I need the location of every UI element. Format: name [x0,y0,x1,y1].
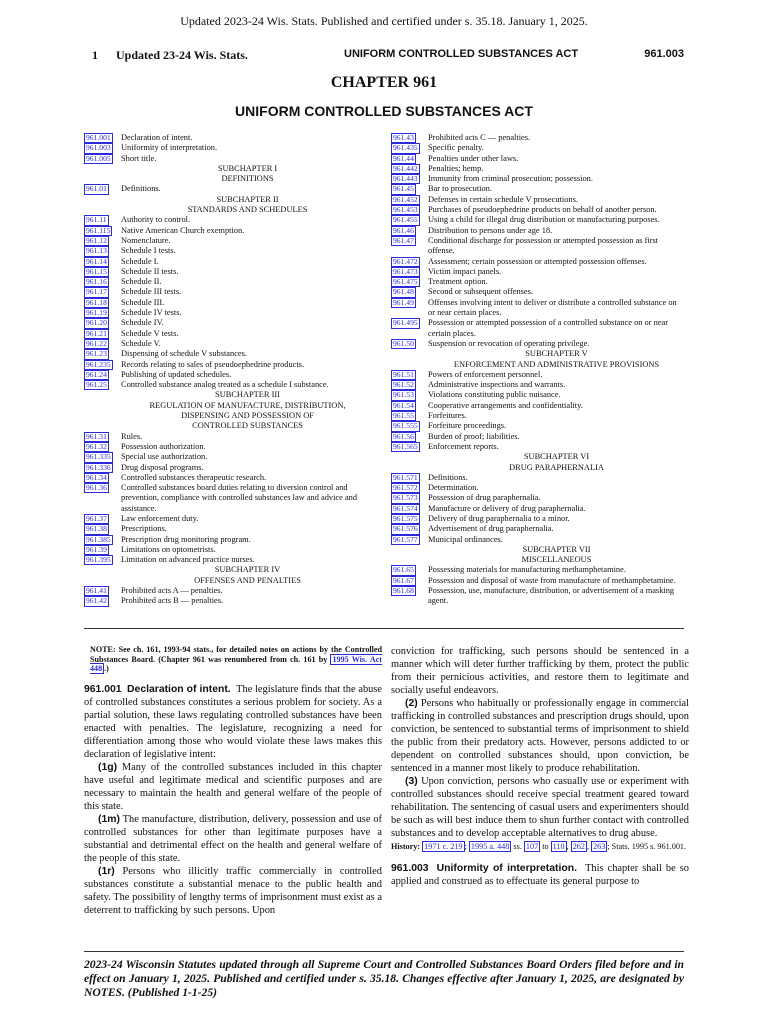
toc-section-title: Schedule III. [121,297,165,307]
toc-section-title: Using a child for illegal drug distribution or manufacturing purposes. [428,215,660,225]
toc-section-title: Conditional discharge for possession or attempted possession as first offense. [428,235,659,256]
toc-section-title: Suspension or revocation of operating privilege. [428,338,590,348]
toc-entry [391,195,685,205]
subsection-1m [84,813,382,865]
toc-section-title: Schedule IV. [121,318,164,328]
toc-section-title: Penalties; hemp. [428,163,484,173]
toc-section-link[interactable]: 961.442 [393,163,418,173]
toc-entry [84,370,374,380]
toc-section-link[interactable]: 961.573 [393,493,418,503]
toc-left-column [84,133,374,607]
toc-section-link[interactable]: 961.576 [393,524,418,534]
toc-entry [391,390,685,400]
toc-section-title: Schedule II tests. [121,266,179,276]
toc-entry [391,473,685,483]
toc-entry [391,154,685,164]
toc-section-title: Schedule I. [121,256,159,266]
toc-section-link[interactable]: 961.565 [393,441,418,451]
toc-section-title: Rules. [121,431,143,441]
body-left-column [84,645,382,917]
toc-entry [391,442,685,452]
history-link-1995-a-448[interactable]: 1995 a. 448 [470,842,510,851]
toc-section-title: Advertisement of drug paraphernalia. [428,524,554,534]
toc-entry [84,586,374,596]
toc-entry [391,174,685,184]
toc-section-link[interactable]: 961.25 [86,380,107,390]
subsection-number: (3) [405,776,418,787]
toc-section-link[interactable]: 961.336 [86,462,111,472]
chapter-note [90,645,382,674]
toc-entry [391,504,685,514]
toc-section-link[interactable]: 961.21 [86,328,107,338]
toc-section-title: Bar to prosecution. [428,184,492,194]
running-head-section: 961.003 [644,48,684,60]
toc-entry [84,432,374,442]
toc-section-link[interactable]: 961.577 [393,534,418,544]
toc-section-link[interactable]: 961.51 [393,369,414,379]
toc-section-link[interactable]: 961.11 [86,215,107,225]
toc-entry [84,257,374,267]
toc-entry [84,360,374,370]
toc-section-title: Short title. [121,153,157,163]
toc-entry [391,565,685,575]
toc-entry [391,432,685,442]
toc-entry [84,514,374,524]
toc-section-link[interactable]: 961.555 [393,421,418,431]
toc-entry [391,514,685,524]
toc-subchapter-heading: CONTROLLED SUBSTANCES [192,421,303,431]
subsection-number: (2) [405,698,418,709]
toc-section-title: Schedule III tests. [121,287,182,297]
toc-entry [391,287,685,297]
toc-section-link[interactable]: 961.12 [86,235,107,245]
toc-subchapter-heading: SUBCHAPTER V [525,349,588,359]
toc-section-link[interactable]: 961.46 [393,225,414,235]
toc-section-title: Special use authorization. [121,452,208,462]
toc-entry [84,442,374,452]
subsection-text: Upon conviction, persons who casually use or experiment with controlled substances should receive special treatment geared toward rehabilitation. The sentencing of casual users and experimenters should be such as will best induce them to shun further contact with controlled substances and to develop acceptable alternatives to drug abuse. [391,776,689,839]
toc-section-title: Limitations on optometrists. [121,544,216,554]
subsection-text: Persons who illicitly traffic commercially in controlled substances constitute a substantial menace to the public health and safety. The possibility of lengthy terms of imprisonment must exist as a deterrent to trafficking by such persons. Upon [84,865,382,916]
section-number: 961.001 [84,683,122,695]
note-act-link[interactable]: 1995 Wis. Act 448 [90,654,382,673]
toc-entry [391,184,685,194]
toc-entry [391,411,685,421]
history-comma: , [566,842,571,851]
toc-section-title: Possession, use, manufacture, distribution, or advertisement of a masking agent. [428,586,675,606]
toc-section-link[interactable]: 961.36 [86,483,107,493]
toc-section-title: Defenses in certain schedule V prosecutions. [428,194,578,204]
toc-section-title: Nomenclature. [121,235,171,245]
subsection-1r [84,865,382,917]
history-to: to [540,842,551,851]
history-link-262[interactable]: 262 [572,842,585,851]
toc-section-link[interactable]: 961.19 [86,308,107,318]
toc-section-title: Dispensing of schedule V substances. [121,349,247,359]
toc-section-title: Records relating to sales of pseudoephedrine products. [121,359,305,369]
toc-section-link[interactable]: 961.003 [86,143,111,153]
toc-section-title: Prescriptions. [121,524,167,534]
toc-section-link[interactable]: 961.452 [393,194,418,204]
toc-entry [391,267,685,277]
toc-subchapter-heading: ENFORCEMENT AND ADMINISTRATIVE PROVISIONS [453,359,660,369]
toc-section-link[interactable]: 961.42 [86,596,107,606]
note-text: NOTE: See ch. 161, 1993-94 stats., for detailed notes on actions by the Controlled Substances Board. (Chapter 961 was renumbered from ch. 161 by [90,645,382,664]
toc-entry [391,401,685,411]
toc-section-link[interactable]: 961.53 [393,390,414,400]
toc-entry [391,380,685,390]
history-link-1971-c-219[interactable]: 1971 c. 219 [424,842,463,851]
toc-section-title: Powers of enforcement personnel. [428,369,543,379]
toc-section-link[interactable]: 961.38 [86,524,107,534]
toc-section-title: Offenses involving intent to deliver or distribute a controlled substance on or near certain places. [428,297,677,318]
toc-section-link[interactable]: 961.495 [393,318,418,328]
toc-entry [84,133,374,143]
toc-entry [391,524,685,534]
toc-entry [391,215,685,225]
toc-section-link[interactable]: 961.475 [393,277,418,287]
toc-subchapter-heading: SUBCHAPTER II [216,194,279,204]
history-sep: ; [464,842,469,851]
toc-section-title: Prohibited acts A — penalties. [121,586,223,596]
toc-section-title: Distribution to persons under age 18. [428,225,553,235]
toc-entry [84,318,374,328]
toc-entry [84,267,374,277]
chapter-label: CHAPTER 961 [330,74,438,91]
toc-section-link[interactable]: 961.571 [393,472,418,482]
toc-section-title: Possession authorization. [121,441,206,451]
toc-section-title: Definitions. [428,472,468,482]
toc-entry [391,370,685,380]
toc-subchapter-heading: MISCELLANEOUS [521,555,592,565]
running-head-left: Updated 23-24 Wis. Stats. [116,48,248,62]
toc-section-title: Prohibited acts C — penalties. [428,133,531,142]
subsection-3 [391,775,689,840]
subsection-number: (1m) [98,813,120,825]
toc-section-title: Forfeiture proceedings. [428,421,507,431]
toc-entry [391,143,685,153]
toc-entry [391,576,685,586]
toc-section-link[interactable]: 961.235 [86,359,111,369]
toc-section-link[interactable]: 961.48 [393,287,414,297]
toc-entry [84,298,374,308]
toc-section-title: Possession and disposal of waste from manufacture of methamphetamine. [428,575,676,585]
toc-section-link[interactable]: 961.455 [393,215,418,225]
toc-entry [84,329,374,339]
toc-section-title: Schedule I tests. [121,246,176,256]
toc-section-title: Delivery of drug paraphernalia to a minor. [428,513,570,523]
toc-section-title: Schedule V tests. [121,328,179,338]
toc-subchapter-heading: STANDARDS AND SCHEDULES [187,205,308,215]
history-link-263[interactable]: 263 [593,842,606,851]
toc-entry [84,473,374,483]
toc-section-link[interactable]: 961.68 [393,586,414,596]
toc-entry [84,524,374,534]
toc-entry [84,463,374,473]
toc-entry [391,483,685,493]
toc-subchapter-heading: DEFINITIONS [221,174,274,184]
toc-section-title: Definitions. [121,184,161,194]
toc-section-title: Municipal ordinances. [428,534,503,544]
toc-section-title: Violations constituting public nuisance. [428,390,561,400]
toc-section-title: Treatment option. [428,277,488,287]
toc-entry [84,349,374,359]
history-ss: ss. [511,842,524,851]
toc-entry [391,493,685,503]
subsection-2 [391,697,689,775]
toc-entry [391,535,685,545]
toc-section-title: Authority to control. [121,215,191,225]
toc-entry [391,164,685,174]
toc-subchapter-heading: SUBCHAPTER VI [523,452,590,462]
toc-section-link[interactable]: 961.49 [393,297,414,307]
toc-section-link[interactable]: 961.572 [393,483,418,493]
body-right-column [391,645,689,888]
toc-subchapter-heading: DISPENSING AND POSSESSION OF [181,411,314,421]
toc-section-link[interactable]: 961.17 [86,287,107,297]
toc-entry [84,215,374,225]
toc-entry [391,298,685,319]
toc-subchapter-heading: SUBCHAPTER III [215,390,280,400]
toc-entry [84,277,374,287]
toc-section-title: Immunity from criminal prosecution; possession. [428,174,593,184]
toc-section-title: Penalties under other laws. [428,153,519,163]
toc-entry [391,421,685,431]
toc-section-link[interactable]: 961.31 [86,431,107,441]
subsection-1g [84,761,382,813]
toc-section-link[interactable]: 961.15 [86,266,107,276]
toc-right-column [391,133,685,607]
toc-section-link[interactable]: 961.472 [393,256,418,266]
toc-section-link[interactable]: 961.41 [86,586,107,596]
toc-section-link[interactable]: 961.16 [86,277,107,287]
toc-section-link[interactable]: 961.473 [393,266,418,276]
toc-section-link[interactable]: 961.22 [86,338,107,348]
subsection-number: (1r) [98,865,115,877]
toc-section-title: Controlled substances therapeutic research. [121,472,267,482]
toc-section-link[interactable]: 961.67 [393,575,414,585]
toc-section-link[interactable]: 961.34 [86,472,107,482]
toc-section-title: Law enforcement duty. [121,513,199,523]
toc-entry [84,143,374,153]
toc-entry [391,339,685,349]
toc-entry [391,205,685,215]
toc-section-link[interactable]: 961.005 [86,153,111,163]
toc-entry [84,452,374,462]
section-intro: The legislature finds that the abuse of controlled substances constitutes a serious problem for society. As a partial solution, these laws regulating controlled substances have been enacted with penalties. The legislature, recognizing a need for differentiation among those who would violate these laws makes this declaration of legislative intent: [84,683,382,760]
toc-subchapter-heading: DRUG PARAPHERNALIA [509,462,604,472]
toc-section-link[interactable]: 961.001 [86,133,111,142]
toc-section-title: Administrative inspections and warrants. [428,380,566,390]
toc-section-title: Prescription drug monitoring program. [121,534,251,544]
section-heading: Declaration of intent. [127,683,231,695]
section-heading: Uniformity of interpretation. [436,863,577,874]
toc-section-title: Schedule IV tests. [121,308,182,318]
toc-entry [84,545,374,555]
toc-entry [84,483,374,514]
toc-section-title: Cooperative arrangements and confidentiality. [428,400,583,410]
toc-section-title: Possession or attempted possession of a controlled substance on or near certain places. [428,318,669,338]
toc-section-title: Controlled substance analog treated as a schedule I substance. [121,380,329,390]
toc-entry [84,154,374,164]
toc-section-title: Purchases of pseudoephedrine products on behalf of another person. [428,205,657,215]
toc-section-title: Limitation on advanced practice nurses. [121,555,255,565]
toc-section-title: Possessing materials for manufacturing methamphetamine. [428,565,626,575]
toc-subchapter-heading: OFFENSES AND PENALTIES [194,575,301,585]
toc-entry [84,339,374,349]
toc-section-link[interactable]: 961.56 [393,431,414,441]
subsection-text: Persons who habitually or professionally engage in commercial trafficking in controlled substances and prescription drugs should, upon conviction, be sentenced to substantial terms of imprisonment to shield the public from their predatory acts. However, persons addicted to or dependent on controlled substances should, upon conviction, be sentenced in a manner most likely to produce rehabilitation. [391,698,689,774]
toc-section-link[interactable]: 961.14 [86,256,107,266]
toc-section-link[interactable]: 961.20 [86,318,107,328]
section-961-001 [84,683,382,761]
toc-section-link[interactable]: 961.13 [86,246,107,256]
toc-subchapter-heading: SUBCHAPTER I [217,163,278,173]
toc-section-link[interactable]: 961.115 [86,225,111,235]
toc-section-link[interactable]: 961.443 [393,174,418,184]
toc-section-title: Assessment; certain possession or attempted possession offenses. [428,256,647,266]
toc-section-link[interactable]: 961.575 [393,513,418,523]
toc-subchapter-heading: SUBCHAPTER VII [522,544,591,554]
toc-entry [84,308,374,318]
toc-section-title: Drug disposal programs. [121,462,204,472]
toc-section-title: Controlled substances board duties relating to diversion control and prevention, compliance with controlled substances law and advice and assistance. [121,483,358,513]
toc-section-title: Publishing of updated schedules. [121,369,232,379]
toc-entry [391,133,685,143]
toc-section-link[interactable]: 961.18 [86,297,107,307]
subsection-1r-continued: conviction for trafficking, such persons should be sentenced in a manner which will deter further trafficking by them, protect the public from their pernicious activities, and restore them to legitimate and socially useful endeavors. [391,646,689,696]
toc-section-title: Schedule V. [121,338,161,348]
toc-entry [84,380,374,390]
toc-entry [84,236,374,246]
history-end: ; Stats. 1995 s. 961.001. [607,842,687,851]
toc-entry [84,226,374,236]
divider [84,628,684,629]
toc-entry [391,318,685,339]
toc-entry [84,555,374,565]
toc-section-title: Determination. [428,483,479,493]
history-link-110[interactable]: 110 [552,842,565,851]
toc-section-title: Prohibited acts B — penalties. [121,596,224,606]
section-number: 961.003 [391,863,429,874]
toc-entry [84,184,374,194]
history-note [391,842,689,852]
top-banner: Updated 2023-24 Wis. Stats. Published and certified under s. 35.18. January 1, 2025. [180,14,588,28]
toc-section-link[interactable]: 961.01 [86,184,107,194]
toc-section-title: Declaration of intent. [121,133,193,142]
chapter-title: UNIFORM CONTROLLED SUBSTANCES ACT [235,103,533,119]
toc-entry [84,535,374,545]
toc-section-link[interactable]: 961.65 [393,565,414,575]
toc-section-link[interactable]: 961.435 [393,143,418,153]
toc-section-link[interactable]: 961.55 [393,411,414,421]
toc-section-title: Forfeitures. [428,411,467,421]
toc-subchapter-heading: REGULATION OF MANUFACTURE, DISTRIBUTION, [149,400,346,410]
toc-section-link[interactable]: 961.395 [86,555,111,565]
history-label: History: [391,842,421,851]
subsection-text: Many of the controlled substances included in this chapter have useful and legitimate medical and scientific purposes and are necessary to maintain the health and general welfare of the people of this state. [84,761,382,812]
page-number: 1 [92,48,98,62]
toc-section-link[interactable]: 961.453 [393,205,418,215]
toc-section-link[interactable]: 961.52 [393,380,414,390]
toc-section-title: Native American Church exemption. [121,225,245,235]
toc-section-link[interactable]: 961.47 [393,235,414,245]
section-text: This chapter shall be so applied and construed as to effectuate its general purpose to [391,863,689,887]
section-961-003 [391,862,689,888]
footer-divider [84,951,684,952]
toc-section-title: Schedule II. [121,277,162,287]
toc-section-link[interactable]: 961.44 [393,153,414,163]
note-end: .) [104,664,109,673]
toc-section-link[interactable]: 961.335 [86,452,111,462]
toc-entry [391,226,685,236]
toc-section-link[interactable]: 961.50 [393,338,414,348]
toc-section-link[interactable]: 961.385 [86,534,111,544]
history-comma: , [586,842,592,851]
toc-subchapter-heading: SUBCHAPTER IV [214,565,281,575]
toc-section-link[interactable]: 961.32 [86,441,107,451]
toc-section-link[interactable]: 961.23 [86,349,107,359]
toc-section-link[interactable]: 961.37 [86,513,107,523]
footer-note: 2023-24 Wisconsin Statutes updated through all Supreme Court and Controlled Substances Board Orders filed before and in effect on January 1, 2025. Published and certified under s. 35.18. Changes effective after January 1, 2025, are designated by NOTES. (Published 1-1-25) [84,958,684,999]
toc-section-link[interactable]: 961.24 [86,369,107,379]
toc-entry [391,277,685,287]
toc-section-title: Enforcement reports. [428,441,499,451]
subsection-number: (1g) [98,761,118,773]
toc-entry [84,596,374,606]
toc-section-title: Possession of drug paraphernalia. [428,493,541,503]
toc-section-title: Second or subsequent offenses. [428,287,533,297]
toc-section-title: Victim impact panels. [428,266,502,276]
running-head-title: UNIFORM CONTROLLED SUBSTANCES ACT [344,48,579,60]
toc-section-title: Specific penalty. [428,143,484,153]
toc-entry [391,236,685,257]
toc-entry [391,257,685,267]
toc-section-title: Manufacture or delivery of drug paraphernalia. [428,503,586,513]
toc-section-title: Burden of proof; liabilities. [428,431,520,441]
toc-entry [84,287,374,297]
toc-entry [391,586,685,607]
toc-section-link[interactable]: 961.43 [393,133,414,142]
toc-section-link[interactable]: 961.574 [393,503,418,513]
subsection-text: The manufacture, distribution, delivery, possession and use of controlled substances for other than legitimate purposes have a substantial and detrimental effect on the health and general welfare of the people of this state. [84,813,382,864]
history-link-107[interactable]: 107 [525,842,539,851]
toc-section-title: Uniformity of interpretation. [121,143,218,153]
running-head [84,48,684,64]
toc-section-link[interactable]: 961.39 [86,544,107,554]
toc-section-link[interactable]: 961.45 [393,184,414,194]
toc-section-link[interactable]: 961.54 [393,400,414,410]
toc-entry [84,246,374,256]
